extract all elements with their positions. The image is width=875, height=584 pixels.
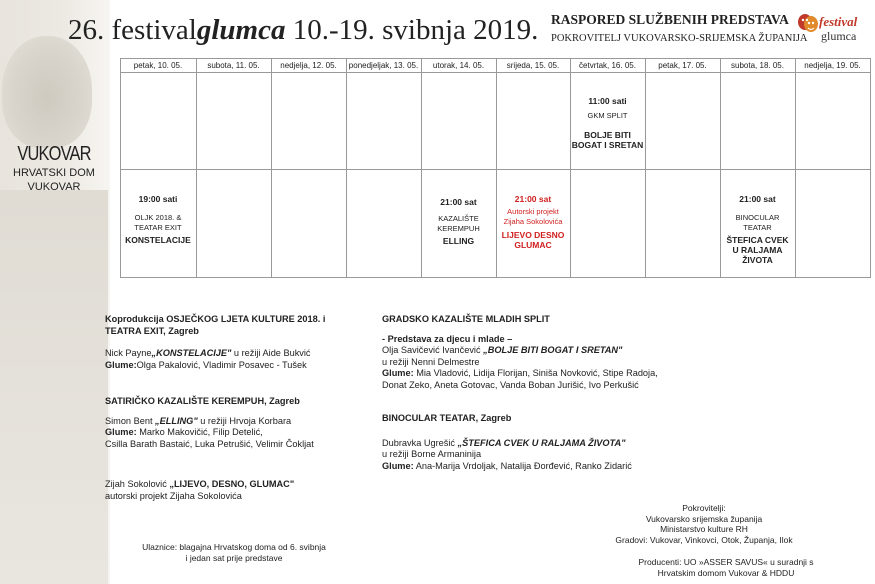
info-heading: TEATRA EXIT, Zagreb [105,325,199,336]
event-konstelacije [120,194,196,245]
patrons-line: Ministarstvo kulture RH [660,524,748,534]
info-cast: Ana-Marija Vrdoljak, Natalija Đorđević, Ranko Zidarić [413,460,632,471]
venue-label [4,143,104,194]
info-author: Dubravka Ugrešić [382,437,458,448]
info-show-title: „ŠTEFICA CVEK U RALJAMA ŽIVOTA" [457,437,626,448]
portrait-body-shape [0,190,108,584]
festival-dates: 10.-19. svibnja 2019. [292,14,539,46]
info-cast: Mia Vladović, Lidija Florijan, Siniša Novković, Stipe Radoja, [413,368,658,378]
grid-line [645,58,646,278]
festival-number: 26. [68,14,105,46]
day-header: nedjelja, 12. 05. [280,61,337,70]
event-org: OLJK 2018. & [134,213,182,222]
info-cast: Marko Makovičić, Filip Detelić, [136,427,263,437]
event-gkm-split [570,96,645,150]
grid-line [346,58,347,278]
glumca-word: glumca [196,14,286,46]
day-header: nedjelja, 19. 05. [804,61,861,70]
venue-line1: HRVATSKI DOM [13,167,95,179]
event-time: 11:00 sati [588,96,627,106]
event-org: GKM SPLIT [587,111,628,120]
event-show: BOGAT I SRETAN [571,140,644,150]
day-header: subota, 11. 05. [207,61,260,70]
event-show: ELLING [442,236,475,246]
tickets-line: i jedan sat prije predstave [185,552,283,563]
info-cast: Csilla Barath Bastaić, Luka Petrušić, Velimir Čokljat [105,438,314,449]
venue-line2: VUKOVAR [27,181,81,193]
event-org: BINOCULAR [735,213,780,222]
event-time: 21:00 sat [440,197,477,207]
info-bolje-biti [382,314,722,391]
day-header: petak, 10. 05. [133,61,183,70]
portrait-head-shape [2,36,92,148]
info-cast: Olga Pakalović, Vladimir Posavec - Tušek [136,359,307,370]
event-org: KEREMPUH [437,224,480,233]
day-header: petak, 17. 05. [658,61,707,70]
patrons-title: Pokrovitelji: [682,503,726,513]
theatre-masks-icon [797,12,819,34]
event-show: GLUMAC [514,240,552,250]
info-director: u režiji Borne Armaninija [382,449,482,459]
logo-festival-text: festival [819,14,858,29]
info-elling [105,396,370,450]
producers-line: Hrvatskim domom Vukovar & HDDU [657,567,795,578]
grid-line [570,58,571,278]
info-author: Olja Savičević Ivančević [382,345,484,355]
tickets-info [124,542,344,563]
info-show-title: „LIJEVO, DESNO, GLUMAC" [169,479,295,489]
festival-word: festival [111,14,197,46]
info-director: u režiji Nenni Delmestre [382,356,480,367]
festival-title [68,14,538,47]
event-show: KONSTELACIJE [125,235,191,245]
info-director: u režiji Aide Bukvić [231,348,311,358]
event-show: BOLJE BITI [584,130,631,140]
info-heading: SATIRIČKO KAZALIŠTE KEREMPUH, Zagreb [105,396,300,406]
event-org: TEATAR [743,223,772,232]
event-time: 21:00 sat [514,194,552,204]
event-time: 19:00 sati [138,194,178,204]
day-header: subota, 18. 05. [731,61,784,70]
grid-line [795,58,796,278]
tickets-line: Ulaznice: blagajna Hrvatskog doma od 6. svibnja [142,542,326,552]
info-cast-label: Glume: [382,460,414,471]
info-heading: GRADSKO KAZALIŠTE MLADIH SPLIT [382,314,550,324]
event-org: TEATAR EXIT [134,223,182,232]
info-stefica [382,413,722,472]
info-cast: Donat Zeko, Aneta Gotovac, Vanda Boban Jurišić, Ivo Perkušić [382,379,639,390]
patrons-line: Vukovarsko srijemska županija [645,513,763,524]
info-lijevo-desno [105,479,370,502]
event-show: U RALJAMA [732,245,783,255]
grid-line [870,58,871,278]
day-header: srijeda, 15. 05. [506,61,560,70]
sponsor-line: POKROVITELJ VUKOVARSKO-SRIJEMSKA ŽUPANIJA [551,33,808,44]
event-org: KAZALIŠTE [438,214,479,223]
info-show-title: „ELLING" [155,415,198,426]
event-stefica-cvek [720,194,795,265]
event-show: ŠTEFICA CVEK [726,235,789,245]
day-header: utorak, 14. 05. [432,61,485,70]
info-cast-label: Glume: [382,368,414,378]
schedule-title: RASPORED SLUŽBENIH PREDSTAVA [551,12,789,27]
grid-line [120,58,121,278]
info-konstelacije [105,314,370,371]
info-cast-label: Glume: [105,359,137,370]
info-author: Zijah Sokolović [105,479,170,489]
actor-portrait-image [0,0,110,584]
grid-line [196,58,197,278]
producers-block [596,557,856,578]
info-show-title: „BOLJE BITI BOGAT I SRETAN" [483,345,623,355]
day-header: ponedjeljak, 13. 05. [348,61,419,70]
info-cast-label: Glume: [105,427,137,437]
info-author: Simon Bent [105,415,156,426]
info-subtitle: autorski projekt Zijaha Sokolovića [105,490,242,501]
info-heading: Koprodukcija OSJEČKOG LJETA KULTURE 2018. i [105,314,326,324]
info-note: - Predstava za djecu i mlade – [382,333,513,344]
event-org: Autorski projekt [507,207,559,216]
producers-line: Producenti: UO »ASSER SAVUS« u suradnji s [638,557,814,567]
event-show: LIJEVO DESNO [501,230,565,240]
patrons-block [596,503,812,545]
venue-city: VUKOVAR [17,143,91,165]
event-lijevo-desno-glumac [496,194,570,250]
info-heading: BINOCULAR TEATAR, Zagreb [382,413,512,423]
patrons-line: Gradovi: Vukovar, Vinkovci, Otok, Županja, Ilok [615,534,793,545]
info-director: u režiji Hrvoja Korbara [197,415,292,426]
event-show: ŽIVOTA [742,255,773,265]
logo-glumca-text: glumca [821,29,857,43]
info-author: Nick Payne [105,348,152,358]
event-elling [421,197,496,246]
day-header: četvrtak, 16. 05. [579,61,636,70]
event-org: Zijaha Sokolovića [503,217,563,226]
info-show-title: „KONSTELACIJE" [151,348,232,358]
grid-line [271,58,272,278]
event-time: 21:00 sat [739,194,776,204]
festival-logo [797,12,867,46]
